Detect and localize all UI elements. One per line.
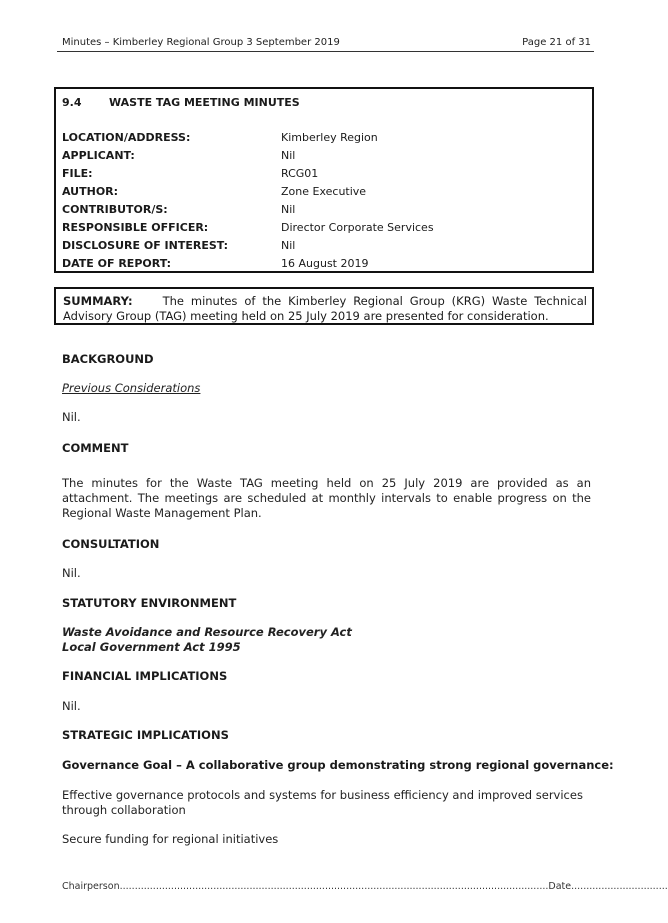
field-label: DATE OF REPORT: — [62, 257, 172, 270]
background-text: Nil. — [62, 410, 81, 424]
consultation-heading: CONSULTATION — [62, 537, 160, 551]
item-details-box — [54, 87, 594, 273]
field-value: Zone Executive — [281, 185, 367, 198]
field-value: Nil — [281, 203, 296, 216]
strategic-heading: STRATEGIC IMPLICATIONS — [62, 728, 229, 742]
comment-text: The minutes for the Waste TAG meeting held on 25 July 2019 are provided as an attachment. The meetings are scheduled at monthly intervals to enable progress on the Regional Waste Management Plan. — [62, 476, 591, 520]
summary-text — [63, 294, 587, 324]
field-label: DISCLOSURE OF INTEREST: — [62, 239, 229, 252]
comment-heading: COMMENT — [62, 441, 129, 455]
governance-goal: Governance Goal – A collaborative group demonstrating strong regional governance: — [62, 758, 614, 772]
summary-label: SUMMARY: — [63, 294, 133, 308]
field-label: APPLICANT: — [62, 149, 135, 162]
page-header-title: Minutes – Kimberley Regional Group 3 September 2019 — [62, 37, 340, 48]
header-divider — [57, 51, 594, 52]
field-value: Nil — [281, 239, 296, 252]
statutory-act-2: Local Government Act 1995 — [62, 640, 241, 654]
financial-text: Nil. — [62, 699, 81, 713]
signature-line — [62, 881, 668, 892]
date-dots: ................................ — [571, 881, 668, 892]
field-label: AUTHOR: — [62, 185, 119, 198]
statutory-act-1: Waste Avoidance and Resource Recovery Act — [62, 625, 352, 639]
consultation-text: Nil. — [62, 566, 81, 580]
financial-heading: FINANCIAL IMPLICATIONS — [62, 669, 228, 683]
field-label: CONTRIBUTOR/S: — [62, 203, 168, 216]
strategic-text-2: Secure funding for regional initiatives — [62, 832, 279, 846]
strategic-text-1: Effective governance protocols and systems for business efficiency and improved services through collaboration — [62, 788, 583, 817]
chairperson-label: Chairperson — [62, 881, 120, 892]
item-number: 9.4 — [62, 96, 82, 109]
item-title: WASTE TAG MEETING MINUTES — [109, 96, 300, 109]
field-label: FILE: — [62, 167, 93, 180]
field-value: Nil — [281, 149, 296, 162]
field-value: Kimberley Region — [281, 131, 378, 144]
field-label: RESPONSIBLE OFFICER: — [62, 221, 209, 234]
field-value: Director Corporate Services — [281, 221, 434, 234]
summary-box — [54, 287, 594, 325]
field-value: 16 August 2019 — [281, 257, 369, 270]
field-value: RCG01 — [281, 167, 319, 180]
previous-considerations-subheading: Previous Considerations — [62, 381, 201, 395]
summary-body: The minutes of the Kimberley Regional Group (KRG) Waste Technical Advisory Group (TAG) meeting held on 25 July 2019 are presented for consideration. — [63, 294, 587, 323]
field-label: LOCATION/ADDRESS: — [62, 131, 191, 144]
date-label: Date — [548, 881, 572, 892]
chairperson-dots: .............................................................................................................................................. — [119, 881, 549, 892]
background-heading: BACKGROUND — [62, 352, 154, 366]
statutory-heading: STATUTORY ENVIRONMENT — [62, 596, 237, 610]
page-number: Page 21 of 31 — [522, 37, 591, 48]
